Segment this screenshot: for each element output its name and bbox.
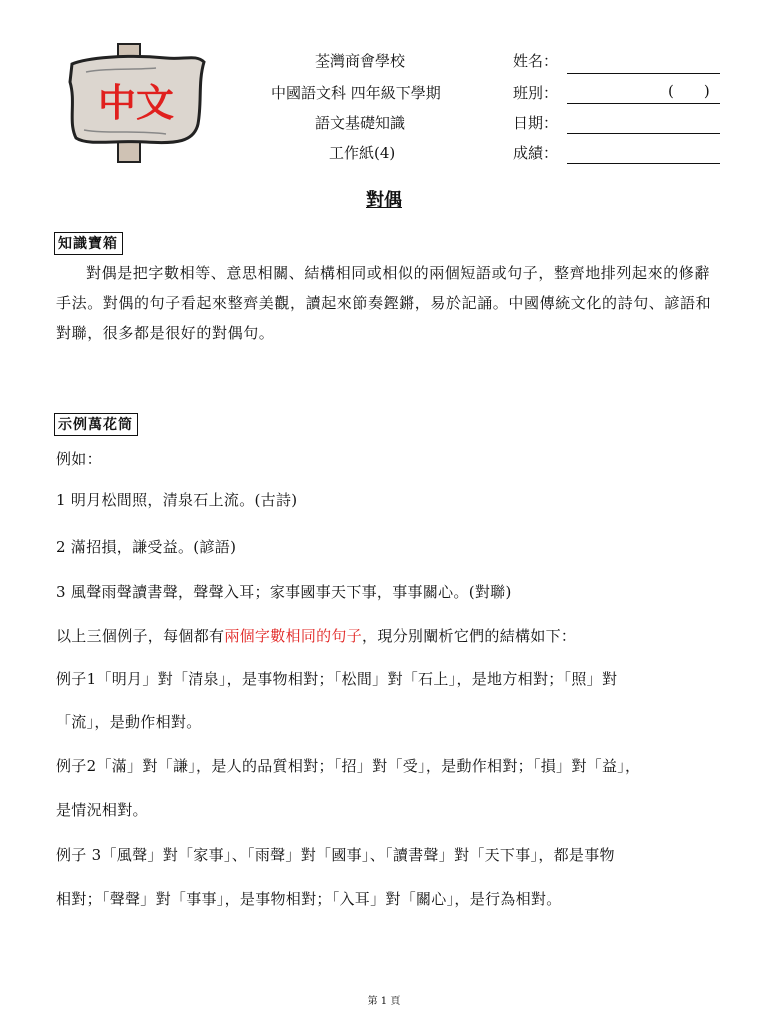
- school-name: 荃灣商會學校: [315, 52, 406, 70]
- class-number-paren: ( ): [668, 82, 710, 100]
- topic: 語文基礎知識: [315, 114, 406, 132]
- subject-term: 中國語文科 四年級下學期: [271, 84, 441, 102]
- examples-intro: 例如：: [56, 450, 102, 468]
- name-line[interactable]: [567, 73, 720, 74]
- chinese-logo-sign: [66, 42, 206, 164]
- score-label: 成績：: [513, 144, 559, 162]
- class-label: 班別：: [513, 84, 559, 102]
- score-line[interactable]: [567, 163, 720, 164]
- summary-before: 以上三個例子，每個都有: [56, 627, 225, 645]
- date-line[interactable]: [567, 133, 720, 134]
- summary-highlight: 兩個字數相同的句子: [224, 627, 363, 645]
- analysis-line: 相對；「聲聲」對「事事」，是事物相對；「入耳」對「關心」，是行為相對。: [56, 890, 562, 908]
- analysis-line: 「流」，是動作相對。: [56, 713, 202, 731]
- summary-after: ，現分別闡析它們的結構如下：: [362, 627, 577, 645]
- worksheet-number: 工作紙(4): [329, 144, 396, 162]
- knowledge-paragraph: 對偶是把字數相等、意思相關、結構相同或相似的兩個短語或句子，整齊地排列起來的修辭手法。對偶的句子看起來整齊美觀，讀起來節奏鏗鏘，易於記誦。中國傳統文化的詩句、諺語和對聯，很多都是很好的對偶句。: [56, 264, 712, 342]
- example-item: 3 風聲雨聲讀書聲，聲聲入耳；家事國事天下事，事事關心。(對聯): [56, 583, 512, 601]
- logo-text: 中文: [97, 81, 175, 125]
- example-item: 2 滿招損，謙受益。(諺語): [56, 538, 237, 556]
- example-item: 1 明月松間照，清泉石上流。(古詩): [56, 491, 298, 509]
- class-line[interactable]: [567, 103, 720, 104]
- analysis-line: 例子1「明月」對「清泉」，是事物相對；「松間」對「石上」，是地方相對；「照」對: [56, 670, 618, 688]
- page-title: 對偶: [366, 190, 402, 211]
- analysis-line: 是情況相對。: [56, 801, 148, 819]
- examples-summary: [56, 626, 721, 646]
- analysis-line: 例子 3「風聲」對「家事」、「雨聲」對「國事」、「讀書聲」對「天下事」，都是事物: [56, 846, 615, 864]
- knowledge-box-label: 知識寶箱: [54, 232, 123, 255]
- analysis-line: 例子2「滿」對「謙」，是人的品質相對；「招」對「受」，是動作相對；「損」對「益」，: [56, 757, 641, 775]
- examples-box-label: 示例萬花筒: [54, 413, 138, 436]
- name-label: 姓名：: [513, 52, 559, 70]
- page-number: 第 1 頁: [367, 996, 401, 1007]
- date-label: 日期：: [513, 114, 559, 132]
